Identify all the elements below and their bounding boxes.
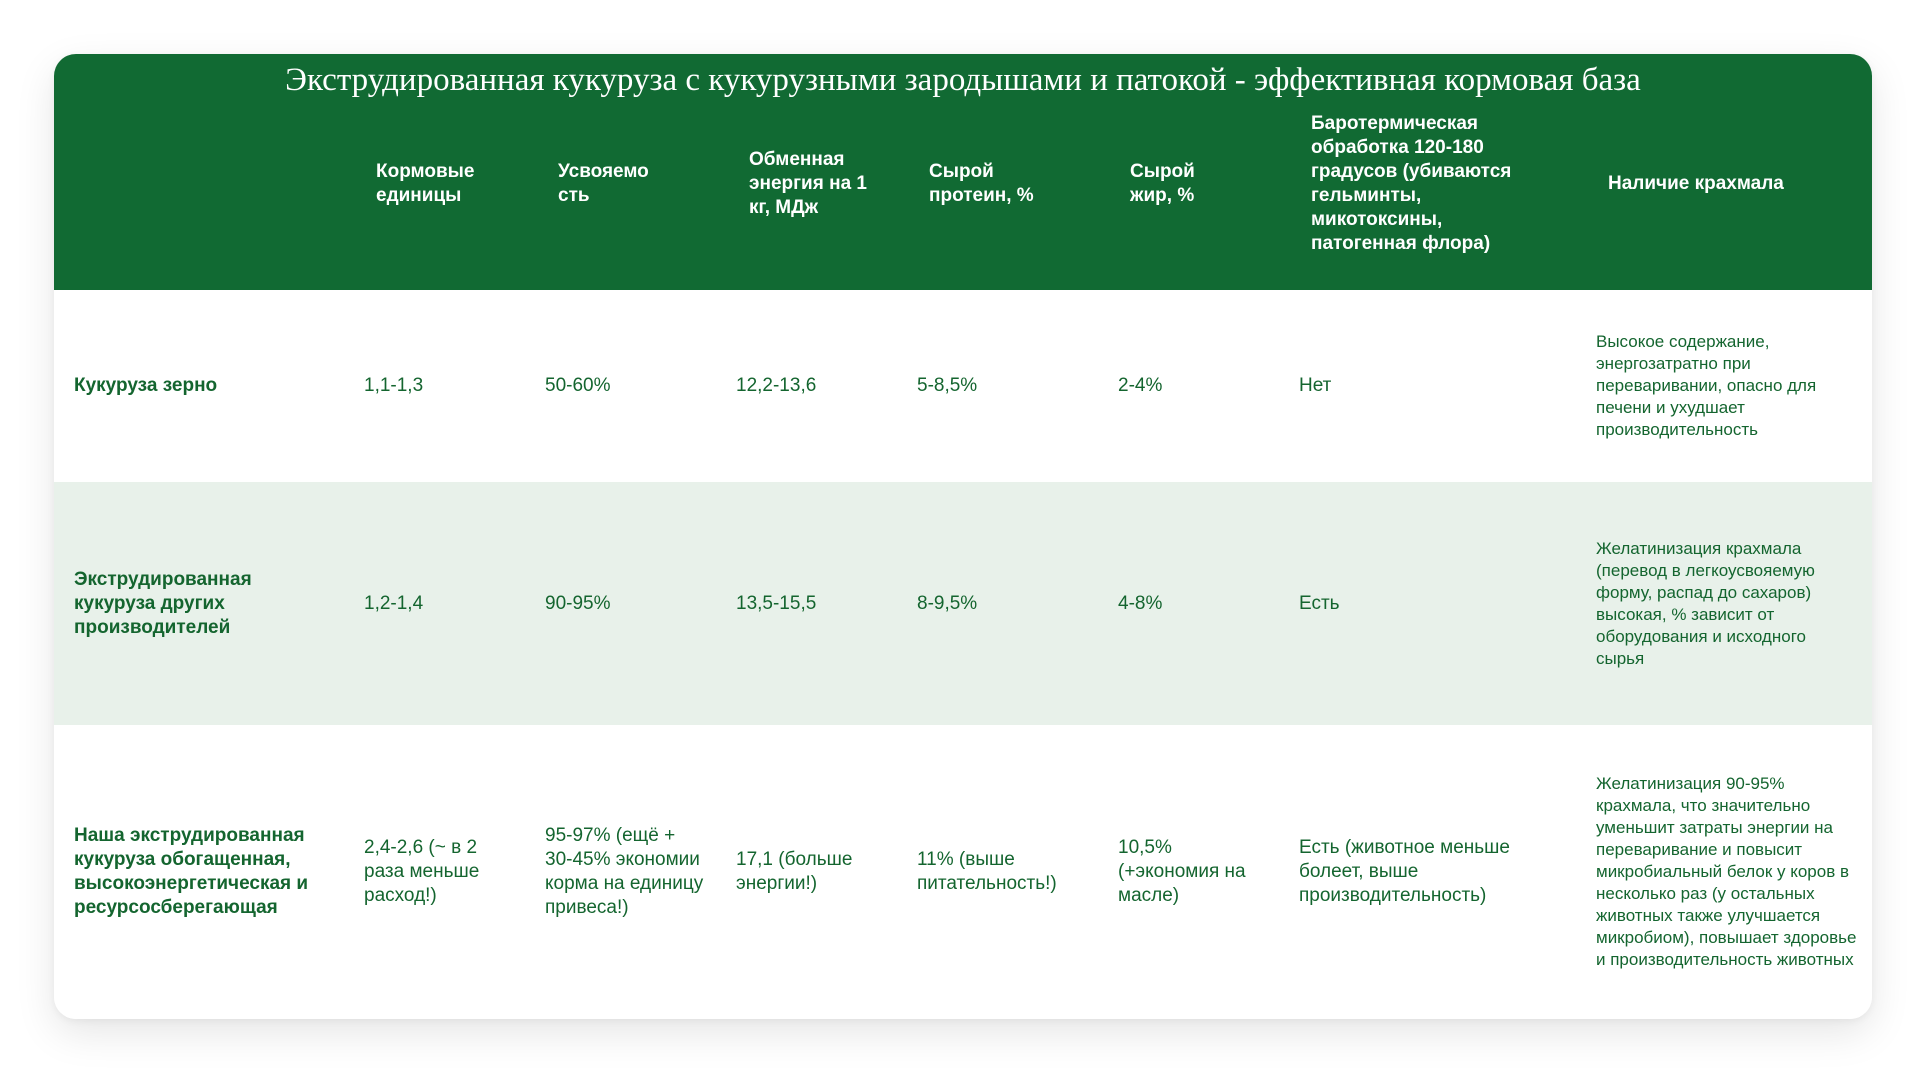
row-name: Экструдированная кукуруза других производителей <box>74 568 252 638</box>
table-row <box>54 290 1872 482</box>
row-name: Наша экструдированная кукуруза обогащенная, высокоэнергетическая и ресурсосберегающая <box>74 825 309 918</box>
column-header-starch <box>1608 104 1828 264</box>
column-header-label: Усвояемо сть <box>558 161 649 206</box>
cell-barothermal: Есть <box>1299 592 1340 614</box>
column-header-digestibility <box>558 104 678 264</box>
cell-protein: 8-9,5% <box>917 592 978 614</box>
cell-feed-units: 1,2-1,4 <box>364 592 424 614</box>
cell-fat: 2-4% <box>1118 375 1163 396</box>
comparison-card <box>54 54 1872 1019</box>
cell-energy: 13,5-15,5 <box>736 592 817 614</box>
cell-feed-units: 1,1-1,3 <box>364 375 424 396</box>
table-row <box>54 482 1872 725</box>
column-header-label: Кормовые единицы <box>376 161 475 206</box>
cell-starch: Желатинизация 90-95% крахмала, что значительно уменьшит затраты энергии на переваривание и повысит микробиальный белок у коров в несколько раз (у остальных животных также улучшается микробиом), повышает здоровье и производительность животных <box>1596 774 1857 969</box>
column-header-barothermal <box>1311 104 1551 264</box>
cell-protein: 11% (выше питательность!) <box>917 849 1057 894</box>
cell-barothermal: Есть (животное меньше болеет, выше производительность) <box>1299 837 1510 906</box>
cell-starch: Желатинизация крахмала (перевод в легкоусвояемую форму, распад до сахаров) высокая, % зависит от оборудования и исходного сырья <box>1596 538 1815 668</box>
column-header-label: Сырой протеин, % <box>929 161 1034 206</box>
table-header <box>54 54 1872 290</box>
row-name: Кукуруза зерно <box>74 375 218 396</box>
cell-fat: 4-8% <box>1118 592 1163 614</box>
cell-digestibility: 90-95% <box>545 592 611 614</box>
column-header-label: Обменная энергия на 1 кг, МДж <box>749 149 867 218</box>
column-header-fat <box>1130 104 1230 264</box>
cell-starch: Высокое содержание, энергозатратно при переваривании, опасно для печени и ухудшает производительность <box>1596 332 1817 439</box>
column-header-feed-units <box>376 104 526 264</box>
table-row <box>54 725 1872 1019</box>
column-header-label: Баротермическая обработка 120-180 градусов (убиваются гельминты, микотоксины, патогенная флора) <box>1311 113 1512 254</box>
cell-digestibility: 95-97% (ещё + 30-45% экономии корма на единицу привеса!) <box>545 825 704 918</box>
cell-energy: 17,1 (больше энергии!) <box>736 849 853 894</box>
cell-fat: 10,5% (+экономия на масле) <box>1118 837 1246 906</box>
cell-digestibility: 50-60% <box>545 375 611 396</box>
cell-energy: 12,2-13,6 <box>736 375 817 396</box>
column-header-label: Наличие крахмала <box>1608 173 1784 194</box>
column-header-protein <box>929 104 1059 264</box>
cell-feed-units: 2,4-2,6 (~ в 2 раза меньше расход!) <box>364 837 480 906</box>
cell-barothermal: Нет <box>1299 375 1332 396</box>
column-header-energy <box>749 104 879 264</box>
cell-protein: 5-8,5% <box>917 375 978 396</box>
page-title: Экструдированная кукуруза с кукурузными зародышами и патокой - эффективная кормовая база <box>285 62 1641 98</box>
column-header-label: Сырой жир, % <box>1130 161 1195 206</box>
